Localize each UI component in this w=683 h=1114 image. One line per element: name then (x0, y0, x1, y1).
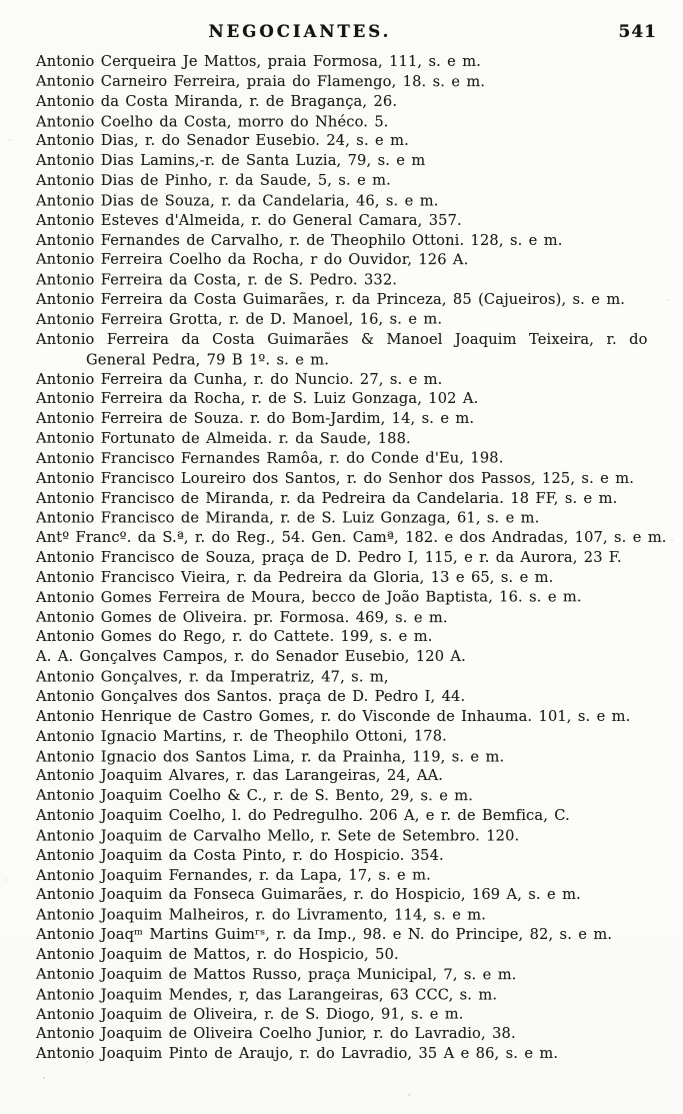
directory-entry: Antonio Dias, r. do Senador Eusebio. 24, s. e m. (36, 132, 409, 150)
directory-entry-continuation: General Pedra, 79 B 1º. s. e m. (86, 351, 330, 369)
directory-entry: Antonio Dias Lamins,-r. de Santa Luzia, 79, s. e m (36, 152, 426, 170)
directory-entry: Antonio Ignacio dos Santos Lima, r. da Prainha, 119, s. e m. (36, 747, 505, 765)
directory-entry: Antonio Gomes de Oliveira. pr. Formosa. 469, s. e m. (35, 608, 448, 626)
directory-entry: Antonio Joaqᵐ Martins Guimʳˢ, r. da Imp., 98. e N. do Principe, 82, s. e m. (36, 926, 613, 944)
directory-entry: Antonio Gomes Ferreira de Moura, becco de João Baptista, 16. s. e m. (35, 588, 582, 606)
directory-entry: Antonio Fortunato de Almeida. r. da Saude, 188. (35, 429, 411, 448)
directory-entry: Antonio Ferreira da Cunha, r. do Nuncio. 27, s. e m. (36, 370, 443, 388)
directory-entry: Antonio Joaquim da Costa Pinto, r. do Hospicio. 354. (36, 846, 444, 864)
directory-entry: Antonio Carneiro Ferreira, praia do Flamengo, 18. s. e m. (35, 72, 486, 90)
directory-entry: Antonio Ferreira da Costa Guimarães & Manoel Joaquim Teixeira, r. do (36, 330, 648, 348)
directory-entry: Antonio Fernandes de Carvalho, r. de Theophilo Ottoni. 128, s. e m. (36, 231, 563, 249)
directory-entry: Antonio Francisco de Miranda, r. da Pedreira da Candelaria. 18 FF, s. e m. (36, 489, 618, 507)
page-title: NEGOCIANTES. (208, 22, 392, 41)
directory-entry: Antonio Joaquim de Carvalho Mello, r. Sete de Setembro. 120. (36, 827, 520, 845)
directory-entry: Antonio Francisco de Souza, praça de D. Pedro I, 115, e r. da Aurora, 23 F. (36, 549, 622, 567)
directory-entry: Antonio Dias de Souza, r. da Candelaria, 46, s. e m. (36, 192, 439, 210)
directory-entry: A. A. Gonçalves Campos, r. do Senador Eusebio, 120 A. (36, 648, 466, 666)
directory-entry: Antonio Francisco Fernandes Ramôa, r. do Conde d'Eu, 198. (35, 449, 504, 467)
directory-entry: Antonio Coelho da Costa, morro do Nhéco. 5. (36, 112, 389, 130)
directory-entry: Antonio Joaquim Mendes, r, das Larangeiras, 63 CCC, s. m. (36, 986, 498, 1004)
directory-entry: Antonio Gonçalves, r. da Imperatriz, 47, s. m, (36, 668, 389, 686)
directory-entry: Antonio Joaquim Alvares, r. das Larangeiras, 24, AA. (36, 767, 444, 785)
directory-entry: Antonio Ignacio Martins, r. de Theophilo Ottoni, 178. (35, 727, 447, 745)
page-header (0, 22, 683, 46)
directory-entry: Antonio Joaquim de Mattos Russo, praça Municipal, 7, s. e m. (35, 965, 517, 983)
directory-entry: Antonio Joaquim da Fonseca Guimarães, r. do Hospicio, 169 A, s. e m. (36, 886, 581, 904)
directory-entry: Antonio Joaquim de Oliveira, r. de S. Diogo, 91, s. e m. (35, 1004, 464, 1023)
directory-entry: Antonio Joaquim de Oliveira Coelho Junior, r. do Lavradio, 38. (36, 1025, 516, 1043)
directory-entry: Antonio Henrique de Castro Gomes, r. do Visconde de Inhauma. 101, s. e m. (36, 707, 631, 725)
directory-entry: Antº Francº. da S.ª, r. do Reg., 54. Gen. Camª, 182. e dos Andradas, 107, s. e m. (36, 529, 667, 547)
directory-entry: Antonio Ferreira da Costa, r. de S. Pedro. 332. (36, 271, 398, 289)
entry-list (36, 52, 669, 1064)
directory-entry: Antonio Francisco Vieira, r. da Pedreira da Gloria, 13 e 65, s. e m. (36, 568, 554, 586)
directory-entry: Antonio Joaquim Malheiros, r. do Livramento, 114, s. e m. (36, 906, 487, 924)
directory-entry: Antonio Joaquim Fernandes, r. da Lapa, 17, s. e m. (35, 866, 431, 884)
directory-entry: Antonio Dias de Pinho, r. da Saude, 5, s. e m. (35, 171, 391, 190)
directory-entry: Antonio Joaquim de Mattos, r. do Hospicio, 50. (36, 945, 399, 963)
directory-entry: Antonio Joaquim Coelho, l. do Pedregulho. 206 A, e r. de Bemfica, C. (36, 807, 570, 825)
directory-entry: Antonio Ferreira da Rocha, r. de S. Luiz Gonzaga, 102 A. (36, 390, 479, 408)
directory-entry: Antonio da Costa Miranda, r. de Bragança, 26. (36, 92, 398, 110)
directory-entry: Antonio Cerqueira Je Mattos, praia Formosa, 111, s. e m. (36, 53, 482, 70)
directory-entry: Antonio Esteves d'Almeida, r. do General Camara, 357. (36, 211, 462, 229)
directory-entry: Antonio Francisco de Miranda, r. de S. Luiz Gonzaga, 61, s. e m. (36, 509, 540, 527)
directory-entry: Antonio Ferreira da Costa Guimarães, r. da Princeza, 85 (Cajueiros), s. e m. (36, 291, 626, 309)
directory-entry: Antonio Joaquim Coelho & C., r. de S. Bento, 29, s. e m. (35, 786, 474, 805)
directory-entry: Antonio Gonçalves dos Santos. praça de D. Pedro I, 44. (36, 688, 466, 705)
directory-entry: Antonio Ferreira Grotta, r. de D. Manoel, 16, s. e m. (35, 310, 443, 329)
directory-entry: Antonio Ferreira de Souza. r. do Bom-Jardim, 14, s. e m. (36, 410, 475, 428)
directory-entry: Antonio Ferreira Coelho da Rocha, r do Ouvidor, 126 A. (35, 251, 469, 269)
page-number: 541 (618, 22, 657, 42)
directory-entry: Antonio Francisco Loureiro dos Santos, r. do Senhor dos Passos, 125, s. e m. (36, 469, 634, 487)
directory-entry: Antonio Gomes do Rego, r. do Cattete. 199, s. e m. (36, 628, 433, 646)
directory-entry: Antonio Joaquim Pinto de Araujo, r. do Lavradio, 35 A e 86, s. e m. (36, 1045, 559, 1063)
